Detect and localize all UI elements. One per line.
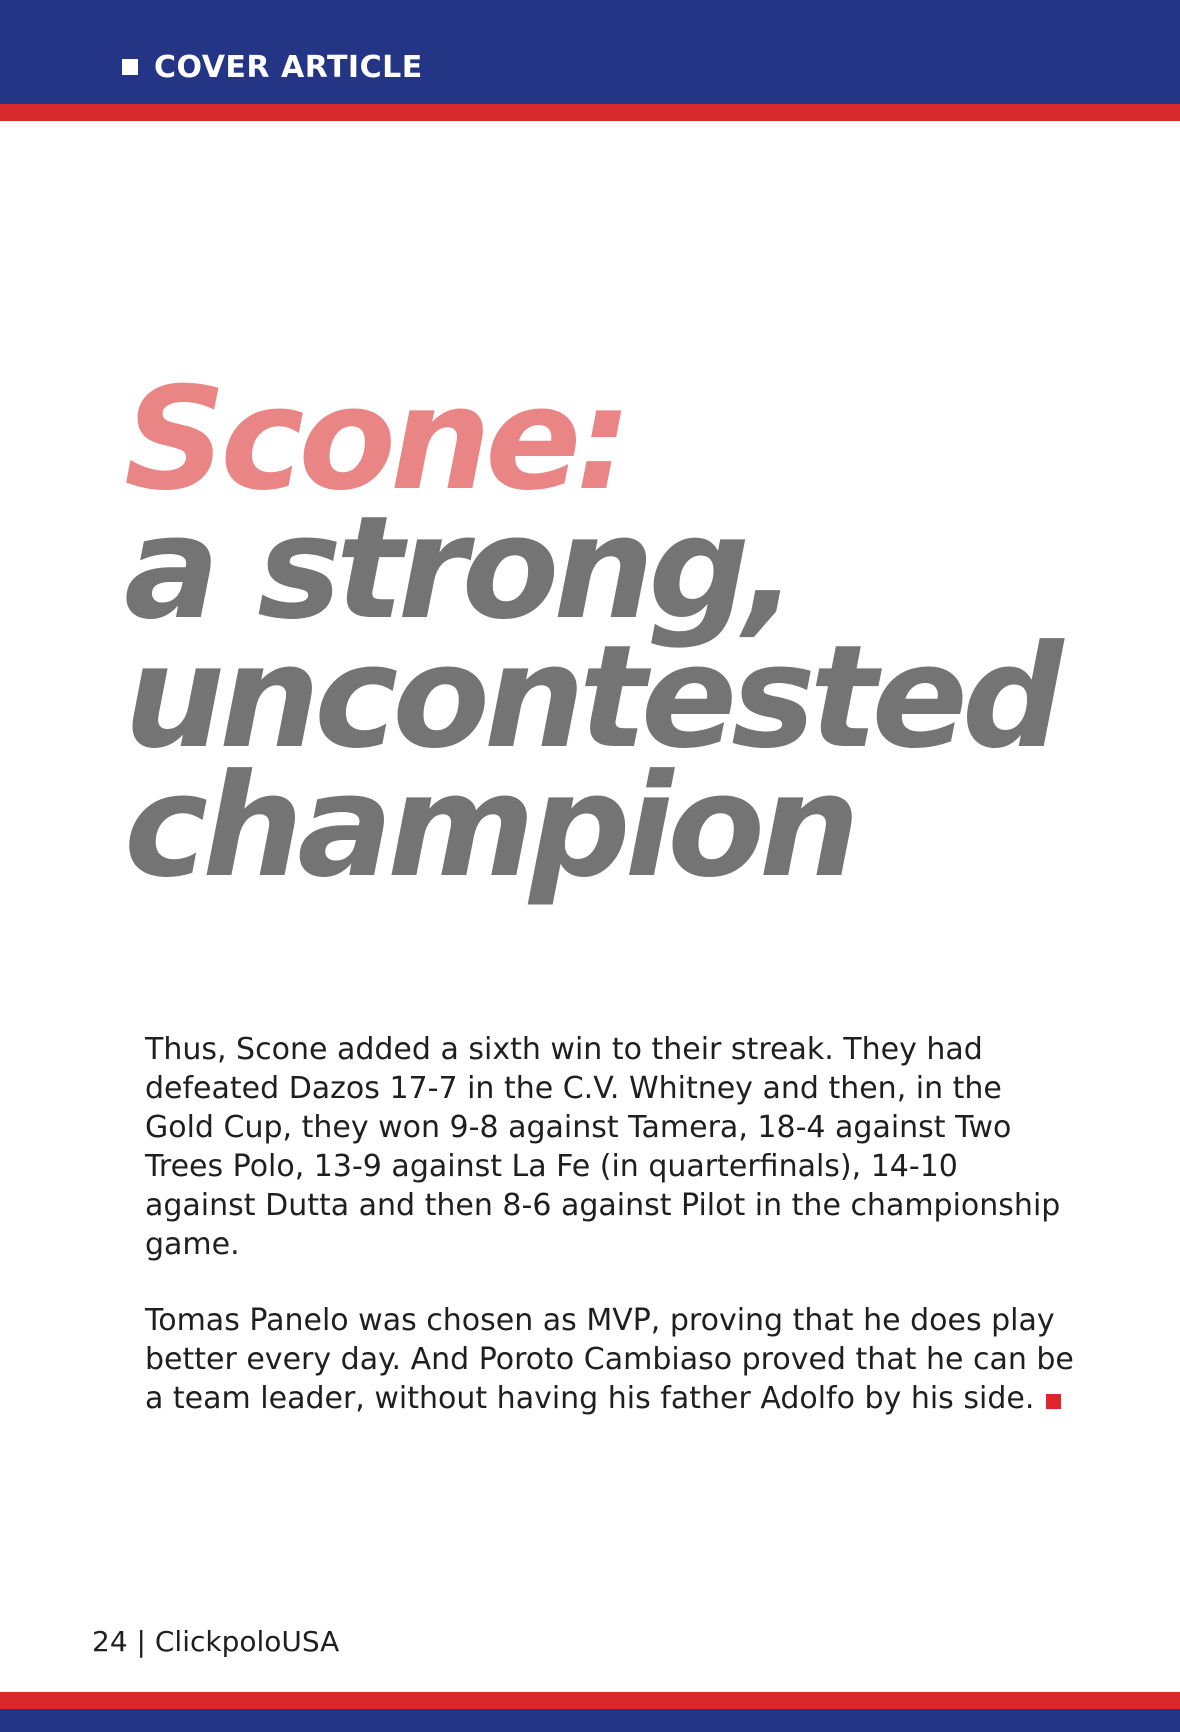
headline-accent: Scone: — [124, 357, 627, 522]
article-paragraph-2: Tomas Panelo was chosen as MVP, proving that he does play better every day. And Poroto Cambiaso proved that he can be a team leader, without having his father Adolfo by his side. — [145, 1303, 1074, 1416]
footer-band — [0, 1709, 1180, 1732]
article-paragraph-1: Thus, Scone added a sixth win to their streak. They had defeated Dazos 17-7 in the C.V. Whitney and then, in the Gold Cup, they won 9-8 against Tamera, 18-4 against Two Trees Polo, 13-9 against La Fe (in quarterfinals), 14-10 against Dutta and then 8-6 against Pilot in the championship game. — [145, 1032, 1061, 1262]
headline — [124, 357, 1164, 909]
end-square-icon — [1046, 1394, 1061, 1409]
article-body — [145, 1030, 1075, 1455]
footer-red-stripe — [0, 1692, 1180, 1709]
header-red-stripe — [0, 104, 1180, 121]
headline-line-2: uncontested — [124, 615, 1058, 780]
section-label-text: COVER ARTICLE — [154, 49, 423, 85]
page-footer: 24 | ClickpoloUSA — [92, 1625, 340, 1658]
square-bullet-icon — [122, 59, 138, 75]
section-label — [122, 46, 423, 88]
headline-line-1: a strong, — [124, 486, 792, 651]
headline-line-3: champion — [124, 744, 855, 909]
